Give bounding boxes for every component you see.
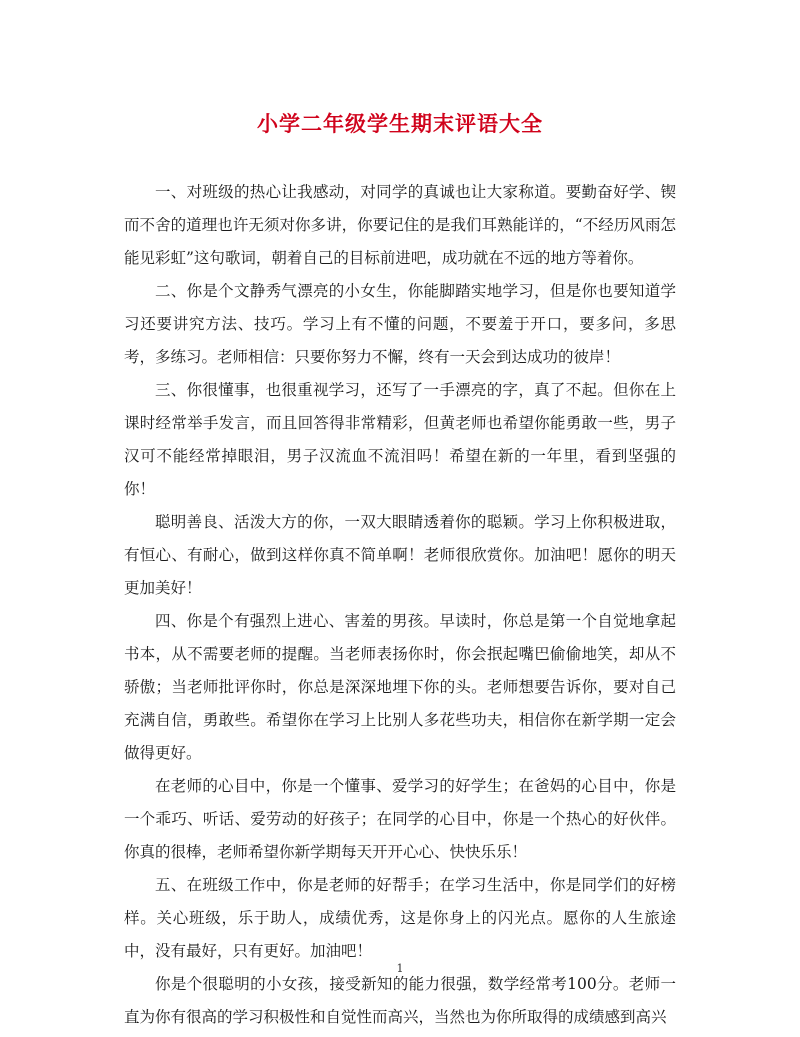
document-title: 小学二年级学生期末评语大全 [257, 111, 543, 136]
paragraph-5: 四、你是个有强烈上进心、害羞的男孩。早读时，你总是第一个自觉地拿起书本，从不需要老师的提醒。当老师表扬你时，你会抿起嘴巴偷偷地笑，却从不骄傲；当老师批评你时，你总是深深地埋下你的头。老师想要告诉你，要对自己充满自信，勇敢些。希望你在学习上比别人多花些功夫，相信你在新学期一定会做得更好。 [124, 612, 676, 762]
page-number: 1 [396, 962, 404, 975]
paragraph-8: 你是个很聪明的小女孩，接受新知的能力很强，数学经常考100分。老师一直为你有很高的学习积极性和自觉性而高兴，当然也为你所取得的成绩感到高兴 [124, 975, 676, 1026]
paragraph-2: 二、你是个文静秀气漂亮的小女生，你能脚踏实地学习，但是你也要知道学习还要讲究方法、技巧。学习上有不懂的问题，不要羞于开口，要多问，多思考，多练习。老师相信：只要你努力不懈，终有一天会到达成功的彼岸！ [124, 282, 676, 366]
document-body [124, 176, 676, 1034]
paragraph-7: 五、在班级工作中，你是老师的好帮手；在学习生活中，你是同学们的好榜样。关心班级，乐于助人，成绩优秀，这是你身上的闪光点。愿你的人生旅途中，没有最好，只有更好。加油吧！ [124, 876, 676, 960]
paragraph-1: 一、对班级的热心让我感动，对同学的真诚也让大家称道。要勤奋好学、锲而不舍的道理也许无须对你多讲，你要记住的是我们耳熟能详的，“不经历风雨怎能见彩虹”这句歌词，朝着自己的目标前进吧，成功就在不远的地方等着你。 [124, 183, 676, 267]
paragraph-6: 在老师的心目中，你是一个懂事、爱学习的好学生；在爸妈的心目中，你是一个乖巧、听话、爱劳动的好孩子；在同学的心目中，你是一个热心的好伙伴。你真的很棒，老师希望你新学期每天开开心心、快快乐乐！ [124, 777, 676, 861]
paragraph-3: 三、你很懂事，也很重视学习，还写了一手漂亮的字，真了不起。但你在上课时经常举手发言，而且回答得非常精彩，但黄老师也希望你能勇敢一些，男子汉可不能经常掉眼泪，男子汉流血不流泪吗！希望在新的一年里，看到坚强的你！ [124, 381, 676, 498]
paragraph-4: 聪明善良、活泼大方的你，一双大眼睛透着你的聪颖。学习上你积极进取，有恒心、有耐心，做到这样你真不简单啊！老师很欣赏你。加油吧！愿你的明天更加美好！ [124, 513, 676, 597]
